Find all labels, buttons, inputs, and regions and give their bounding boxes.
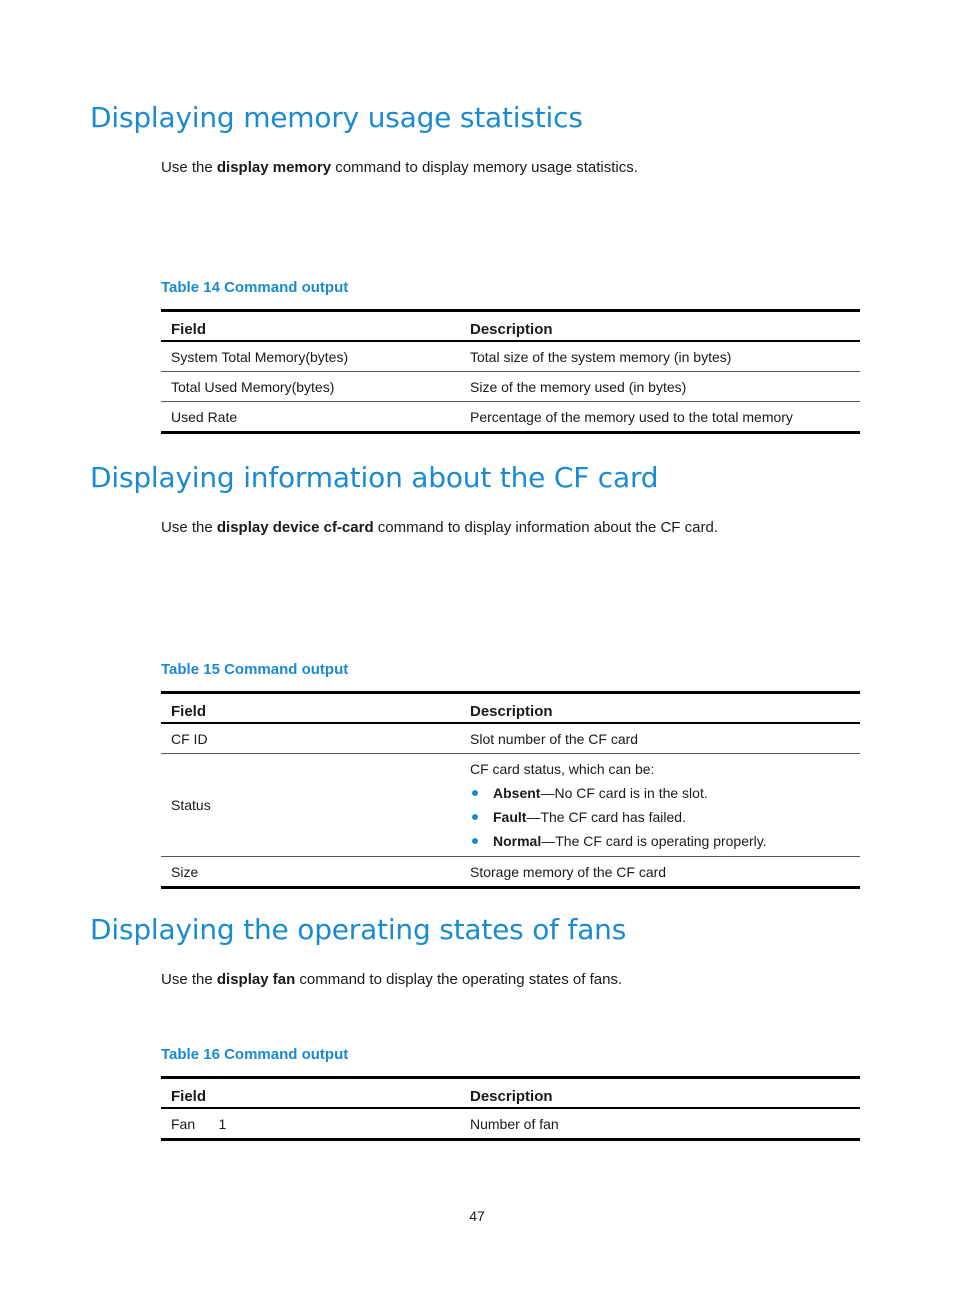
status-list <box>470 781 860 853</box>
section-title-cf-card: Displaying information about the CF card <box>90 461 659 494</box>
column-header-description: Description <box>460 693 860 724</box>
page-number: 47 <box>469 1208 485 1224</box>
description-cell: Size of the memory used (in bytes) <box>460 372 860 402</box>
description-cell: Slot number of the CF card <box>470 730 639 747</box>
status-text: —The CF card has failed. <box>526 809 686 825</box>
table-row <box>161 754 860 857</box>
section-intro-cf-card <box>161 519 718 536</box>
list-item <box>470 829 860 853</box>
table-row <box>161 372 860 402</box>
table-caption-15: Table 15 Command output <box>161 661 349 678</box>
table-row <box>161 402 860 433</box>
description-cell: Total size of the system memory (in bytes) <box>470 348 732 365</box>
bullet-icon <box>472 790 478 796</box>
column-header-description: Description <box>460 311 860 342</box>
command-name: display fan <box>216 971 296 988</box>
section-intro-memory <box>161 159 638 176</box>
table-16 <box>161 1076 860 1141</box>
column-header-field: Field <box>161 1078 460 1109</box>
field-cell: Size <box>161 857 460 888</box>
table-15 <box>161 691 860 889</box>
list-item <box>470 805 860 829</box>
description-cell <box>460 754 860 857</box>
command-name: display memory <box>216 159 332 176</box>
table-caption-16: Table 16 Command output <box>161 1046 349 1063</box>
column-header-description: Description <box>460 1078 860 1109</box>
section-title-fans: Displaying the operating states of fans <box>90 913 627 946</box>
section-title-memory: Displaying memory usage statistics <box>90 101 583 134</box>
intro-text: Use the <box>161 971 217 988</box>
bullet-icon <box>472 838 478 844</box>
command-name: display device cf-card <box>216 519 374 536</box>
bullet-icon <box>472 814 478 820</box>
section-intro-fans <box>161 971 622 988</box>
field-cell: Used Rate <box>161 402 460 433</box>
description-cell: Number of fan <box>470 1115 559 1132</box>
table-row <box>161 723 860 754</box>
table-row <box>161 857 860 888</box>
table-caption-14: Table 14 Command output <box>161 279 349 296</box>
list-item <box>470 781 860 805</box>
field-cell: Total Used Memory(bytes) <box>161 372 460 402</box>
status-intro: CF card status, which can be: <box>470 761 655 777</box>
table-row <box>161 341 860 372</box>
status-term: Absent <box>493 785 541 801</box>
table-row <box>161 1108 860 1140</box>
intro-text: Use the <box>161 159 217 176</box>
intro-text: command to display information about the CF card. <box>373 519 718 536</box>
intro-text: Use the <box>161 519 217 536</box>
field-cell: Fan 1 <box>171 1115 227 1132</box>
status-term: Normal <box>493 833 542 849</box>
intro-text: command to display memory usage statistics. <box>331 159 638 176</box>
field-cell: System Total Memory(bytes) <box>171 348 349 365</box>
description-cell: Storage memory of the CF card <box>460 857 860 888</box>
intro-text: command to display the operating states of fans. <box>295 971 623 988</box>
column-header-field: Field <box>161 311 460 342</box>
field-cell: CF ID <box>171 730 208 747</box>
status-text: —No CF card is in the slot. <box>540 785 708 801</box>
status-text: —The CF card is operating properly. <box>541 833 767 849</box>
description-cell: Percentage of the memory used to the total memory <box>460 402 860 433</box>
status-term: Fault <box>493 809 527 825</box>
table-14 <box>161 309 860 434</box>
field-cell: Status <box>161 754 460 857</box>
column-header-field: Field <box>161 693 460 724</box>
